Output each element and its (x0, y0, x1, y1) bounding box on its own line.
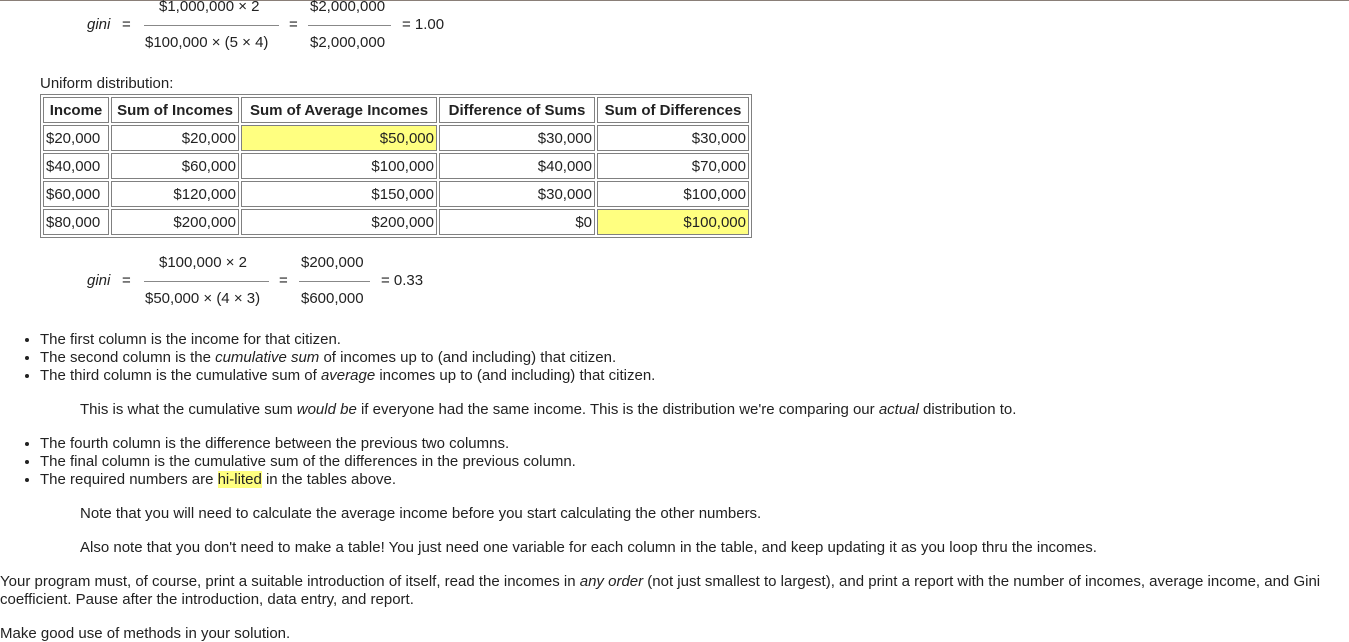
column-header: Sum of Incomes (111, 97, 239, 123)
distribution-table (40, 94, 752, 238)
denominator: $50,000 × (4 × 3) (145, 290, 261, 307)
list-item-text: incomes up to (and including) that citizen. (375, 367, 656, 384)
highlighted-cell: $100,000 (597, 209, 749, 235)
highlighted-cell: $50,000 (241, 125, 437, 151)
table-cell: $200,000 (241, 209, 437, 235)
equals-sign: = (122, 16, 131, 33)
list-item (40, 471, 576, 489)
list-item-text: The fourth column is the difference between the previous two columns. (40, 435, 510, 452)
column-header: Sum of Differences (597, 97, 749, 123)
list-item (40, 331, 655, 349)
table-row (43, 125, 749, 151)
text: if everyone had the same income. This is the distribution we're comparing our (356, 401, 879, 418)
table-cell: $20,000 (111, 125, 239, 151)
table-cell: $70,000 (597, 153, 749, 179)
table-cell: $100,000 (241, 153, 437, 179)
fraction-bar (144, 281, 269, 282)
table-row (43, 153, 749, 179)
emphasis: actual (878, 401, 919, 418)
section-title: Uniform distribution: (40, 75, 174, 92)
table-row (43, 209, 749, 235)
equals-sign: = (289, 16, 298, 33)
gini-label: gini (87, 272, 111, 289)
table-cell: $100,000 (597, 181, 749, 207)
table-cell: $60,000 (43, 181, 109, 207)
table-cell: $20,000 (43, 125, 109, 151)
list-item-text: The second column is the (40, 349, 216, 366)
table-row (43, 181, 749, 207)
result: = 1.00 (402, 16, 445, 33)
bullet-list-2 (0, 435, 576, 489)
list-item (40, 349, 655, 367)
fraction-bar (308, 25, 391, 26)
table-cell: $200,000 (111, 209, 239, 235)
fraction-bar (144, 25, 279, 26)
list-item (40, 453, 576, 471)
list-item-text: The final column is the cumulative sum of the differences in the previous column. (40, 453, 576, 470)
numerator: $100,000 × 2 (159, 254, 248, 271)
denominator: $2,000,000 (310, 34, 386, 51)
table-cell: $60,000 (111, 153, 239, 179)
table-cell: $40,000 (439, 153, 595, 179)
result: = 0.33 (381, 272, 424, 289)
table-cell: $120,000 (111, 181, 239, 207)
fraction-bar (299, 281, 370, 282)
column-header: Income (43, 97, 109, 123)
equals-sign: = (279, 272, 288, 289)
table-cell: $30,000 (439, 181, 595, 207)
list-item-text: in the tables above. (261, 471, 397, 488)
column-header: Difference of Sums (439, 97, 595, 123)
column-header: Sum of Average Incomes (241, 97, 437, 123)
list-item-text: of incomes up to (and including) that citizen. (319, 349, 617, 366)
table-cell: $40,000 (43, 153, 109, 179)
table-cell: $30,000 (597, 125, 749, 151)
bullet-list-1 (0, 331, 655, 385)
table-cell: $150,000 (241, 181, 437, 207)
table-cell: $80,000 (43, 209, 109, 235)
table-cell: $0 (439, 209, 595, 235)
text: distribution to. (918, 401, 1017, 418)
text: Your program must, of course, print a suitable introduction of itself, read the incomes in (0, 573, 580, 590)
emphasis: cumulative sum (215, 349, 320, 366)
denominator: $600,000 (301, 290, 364, 307)
highlighted-text: hi-lited (217, 471, 262, 488)
note-cumulative (80, 401, 1016, 418)
numerator: $2,000,000 (310, 0, 386, 15)
methods-note: Make good use of methods in your solution. (0, 625, 291, 642)
emphasis: would be (296, 401, 357, 418)
emphasis: any order (579, 573, 644, 590)
note-average: Note that you will need to calculate the average income before you start calculating the other numbers. (80, 505, 762, 522)
list-item-text: The required numbers are (40, 471, 218, 488)
list-item (40, 367, 655, 385)
equals-sign: = (122, 272, 131, 289)
numerator: $200,000 (301, 254, 364, 271)
gini-label: gini (87, 16, 111, 33)
text: This is what the cumulative sum (80, 401, 297, 418)
numerator: $1,000,000 × 2 (159, 0, 260, 15)
list-item-text: The first column is the income for that citizen. (40, 331, 341, 348)
denominator: $100,000 × (5 × 4) (145, 34, 269, 51)
table-cell: $30,000 (439, 125, 595, 151)
table-header-row (43, 97, 749, 123)
text: (not just smallest to largest), and print a report with the number of incomes, average income, and Gini coefficient. Pause after the introduction, data entry, and report. (0, 573, 1321, 608)
list-item-text: The third column is the cumulative sum of (40, 367, 321, 384)
note-no-table: Also note that you don't need to make a table! You just need one variable for each column in the table, and keep updating it as you loop thru the incomes. (80, 539, 1097, 556)
emphasis: average (320, 367, 376, 384)
program-requirements (0, 573, 1349, 609)
list-item (40, 435, 576, 453)
